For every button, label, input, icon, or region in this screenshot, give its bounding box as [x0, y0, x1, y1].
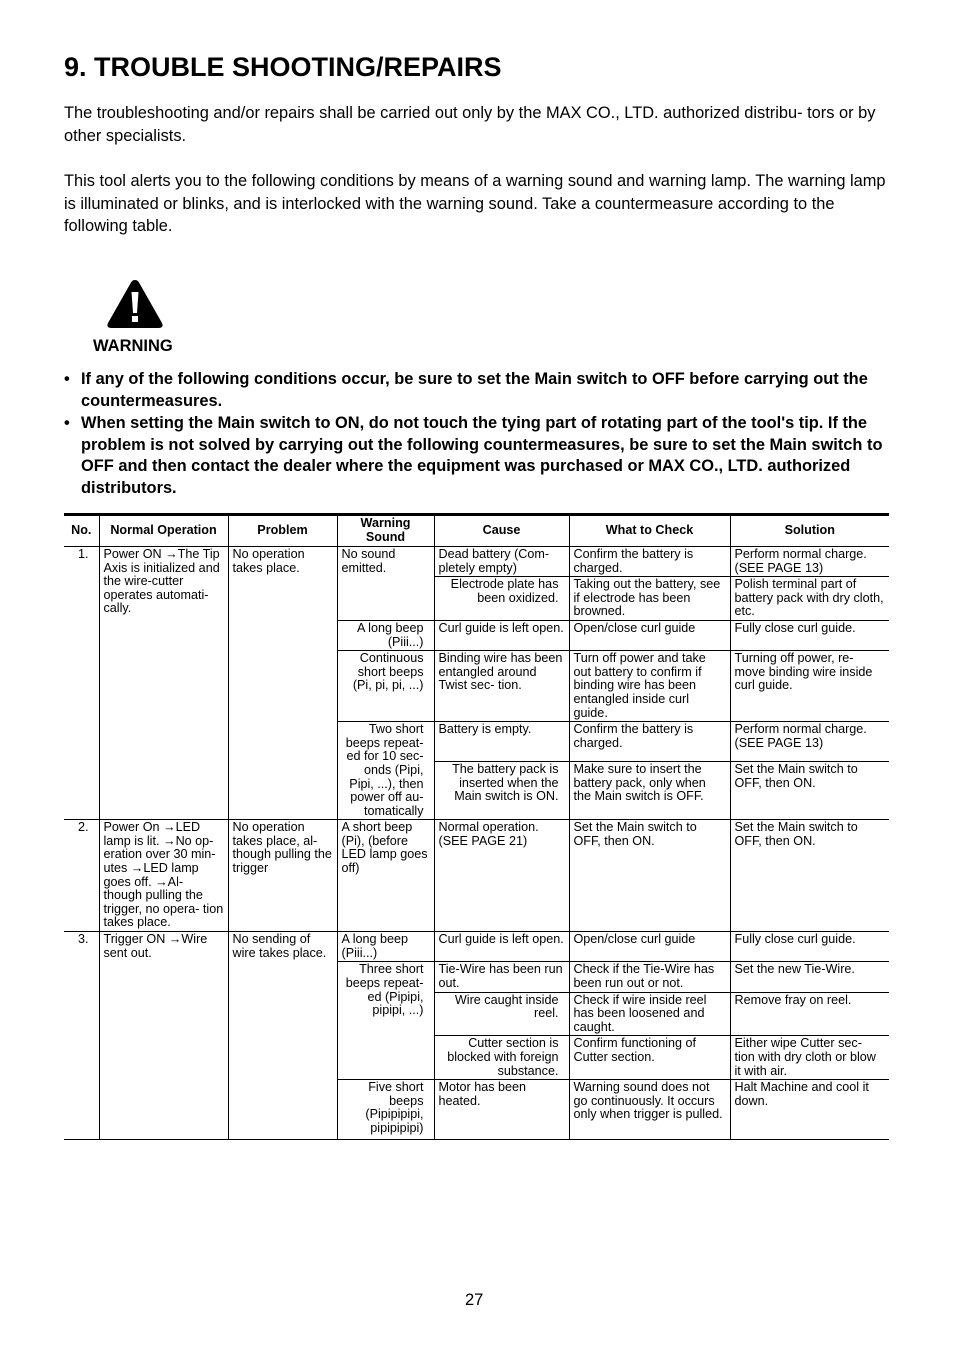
table-row	[64, 820, 889, 932]
cell-normal-operation: Power On →LED lamp is lit. →No op- eration over 30 min- utes →LED lamp goes off. →Al- though pulling the trigger, no opera- tion takes place.	[99, 820, 228, 932]
table-body	[64, 547, 889, 1140]
cell-what-to-check: Check if wire inside reel has been loosened and caught.	[569, 992, 730, 1036]
col-header-problem: Problem	[228, 515, 337, 547]
cell-solution: Fully close curl guide.	[730, 620, 889, 650]
cell-solution: Fully close curl guide.	[730, 932, 889, 962]
intro-paragraph: The troubleshooting and/or repairs shall be carried out only by the MAX CO., LTD. authorized distribu- tors or by other specialists.	[64, 104, 876, 145]
cell-cause: Tie-Wire has been run out.	[434, 962, 569, 992]
cell-what-to-check: Turn off power and take out battery to confirm if binding wire has been entangled inside curl guide.	[569, 651, 730, 722]
troubleshooting-table	[64, 513, 889, 1140]
cell-warning-sound: A long beep (Piii...)	[337, 932, 434, 962]
cell-problem: No sending of wire takes place.	[228, 932, 337, 1140]
cell-warning-sound: Three short beeps repeat- ed (Pipipi, pipipi, ...)	[337, 962, 434, 1080]
page-number: 27	[465, 1291, 484, 1309]
cell-no: 1.	[64, 547, 99, 820]
cell-no: 2.	[64, 820, 99, 932]
cell-solution: Remove fray on reel.	[730, 992, 889, 1036]
cell-warning-sound: A long beep (Piii...)	[337, 620, 434, 650]
cell-what-to-check: Warning sound does not go continuously. It occurs only when trigger is pulled.	[569, 1080, 730, 1140]
warning-bullet: • When setting the Main switch to ON, do not touch the tying part of rotating part of the tool's tip. If the problem is not solved by carrying out the following countermeasures, be sure to set the Main switch to OFF and then contact the dealer where the equipment was purchased or MAX CO., LTD. authorized distributors.	[64, 413, 894, 499]
col-header-solution: Solution	[730, 515, 889, 547]
cell-solution: Set the new Tie-Wire.	[730, 962, 889, 992]
col-header-cause: Cause	[434, 515, 569, 547]
cell-solution: Turning off power, re- move binding wire inside curl guide.	[730, 651, 889, 722]
cell-cause: Binding wire has been entangled around Twist sec- tion.	[434, 651, 569, 722]
table-header-row	[64, 515, 889, 547]
cell-what-to-check: Set the Main switch to OFF, then ON.	[569, 820, 730, 932]
cell-cause: Curl guide is left open.	[434, 932, 569, 962]
cell-warning-sound: No sound emitted.	[337, 547, 434, 621]
cell-what-to-check: Check if the Tie-Wire has been run out or not.	[569, 962, 730, 992]
cell-solution: Set the Main switch to OFF, then ON.	[730, 762, 889, 820]
cell-what-to-check: Open/close curl guide	[569, 620, 730, 650]
cell-cause: Normal operation. (SEE PAGE 21)	[434, 820, 569, 932]
page-title: 9. TROUBLE SHOOTING/REPAIRS	[64, 52, 502, 82]
cell-cause: Electrode plate has been oxidized.	[434, 577, 569, 621]
col-header-warning-sound: Warning Sound	[337, 515, 434, 547]
cell-what-to-check: Confirm the battery is charged.	[569, 722, 730, 762]
warning-bullet: • If any of the following conditions occur, be sure to set the Main switch to OFF before carrying out the countermeasures.	[64, 369, 894, 412]
col-header-normal-operation: Normal Operation	[99, 515, 228, 547]
warning-label: WARNING	[93, 337, 173, 355]
cell-problem: No operation takes place.	[228, 547, 337, 820]
cell-no: 3.	[64, 932, 99, 1140]
col-header-no: No.	[64, 515, 99, 547]
cell-what-to-check: Confirm the battery is charged.	[569, 547, 730, 577]
cell-solution: Perform normal charge. (SEE PAGE 13)	[730, 547, 889, 577]
cell-what-to-check: Confirm functioning of Cutter section.	[569, 1036, 730, 1080]
warning-triangle-icon	[106, 278, 164, 330]
cell-solution: Either wipe Cutter sec- tion with dry cloth or blow it with air.	[730, 1036, 889, 1080]
cell-solution: Halt Machine and cool it down.	[730, 1080, 889, 1140]
cell-cause: Dead battery (Com- pletely empty)	[434, 547, 569, 577]
cell-normal-operation: Trigger ON →Wire sent out.	[99, 932, 228, 1140]
cell-what-to-check: Make sure to insert the battery pack, only when the Main switch is OFF.	[569, 762, 730, 820]
cell-cause: The battery pack is inserted when the Main switch is ON.	[434, 762, 569, 820]
cell-what-to-check: Taking out the battery, see if electrode has been browned.	[569, 577, 730, 621]
warning-bullets	[64, 369, 894, 500]
alert-paragraph: This tool alerts you to the following conditions by means of a warning sound and warning lamp. The warning lamp is illuminated or blinks, and is interlocked with the warning sound. Take a countermeasure according to the following table.	[64, 172, 886, 235]
cell-cause: Battery is empty.	[434, 722, 569, 762]
cell-solution: Perform normal charge. (SEE PAGE 13)	[730, 722, 889, 762]
table-row	[64, 547, 889, 577]
cell-solution: Polish terminal part of battery pack with dry cloth, etc.	[730, 577, 889, 621]
col-header-what-to-check: What to Check	[569, 515, 730, 547]
cell-cause: Wire caught inside reel.	[434, 992, 569, 1036]
cell-warning-sound: Continuous short beeps (Pi, pi, pi, ...)	[337, 651, 434, 722]
cell-cause: Motor has been heated.	[434, 1080, 569, 1140]
cell-problem: No operation takes place, al- though pulling the trigger	[228, 820, 337, 932]
cell-cause: Curl guide is left open.	[434, 620, 569, 650]
cell-warning-sound: Five short beeps (Pipipipipi, pipipipipi)	[337, 1080, 434, 1140]
cell-normal-operation: Power ON →The Tip Axis is initialized and the wire-cutter operates automati- cally.	[99, 547, 228, 820]
cell-solution: Set the Main switch to OFF, then ON.	[730, 820, 889, 932]
cell-warning-sound: A short beep (Pi), (before LED lamp goes off)	[337, 820, 434, 932]
cell-cause: Cutter section is blocked with foreign substance.	[434, 1036, 569, 1080]
table-row	[64, 932, 889, 962]
cell-warning-sound: Two short beeps repeat- ed for 10 sec- onds (Pipi, Pipi, ...), then power off au- tomatically	[337, 722, 434, 820]
cell-what-to-check: Open/close curl guide	[569, 932, 730, 962]
